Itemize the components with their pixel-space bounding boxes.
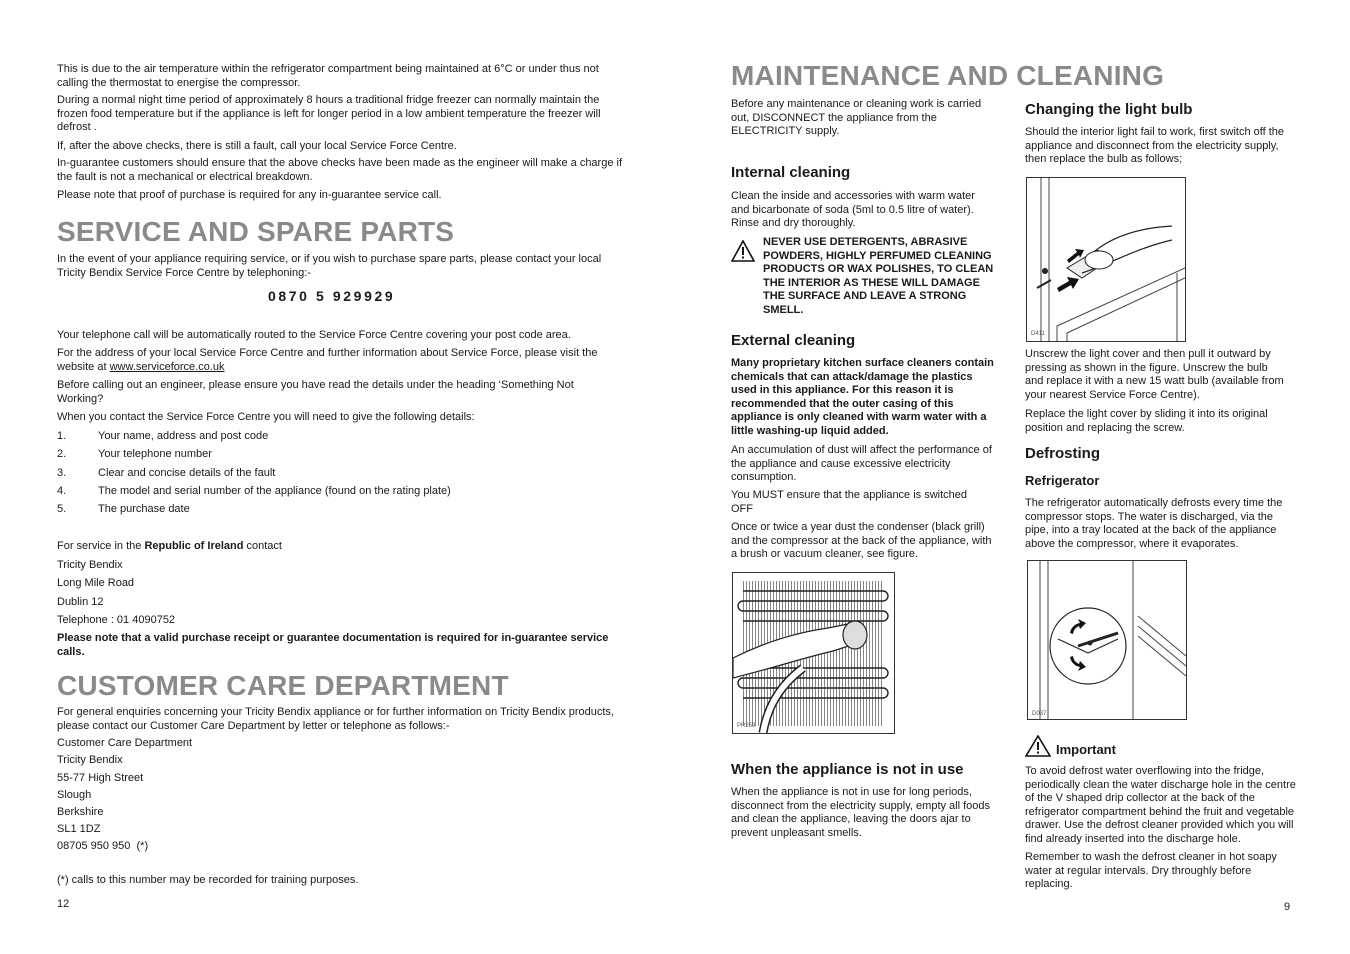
intro-paragraph: If, after the above checks, there is still a fault, call your local Service Force Centre. [57, 140, 457, 152]
service-intro: In the event of your appliance requiring service, or if you wish to purchase spare parts, please contact your local Tricity Bendix Service Force Centre by telephoning:- [57, 253, 602, 279]
care-address-line: Tricity Bendix [57, 754, 123, 766]
important-text: To avoid defrost water overflowing into the fridge, periodically clean the water discharge hole in the centre of the V shaped drip collector at the back of the refrigerator compartment behind the fruit and vegetable drawer. Use the defrost cleaner provided which you will find already inserted into the discharge hole. [1025, 765, 1296, 845]
care-address-line: Slough [57, 789, 92, 801]
light-bulb-illustration [1027, 178, 1185, 341]
intro-paragraph: In-guarantee customers should ensure that the above checks have been made as the engineer will make a charge if the fault is not a mechanical or electrical breakdown. [57, 157, 623, 183]
care-address-line: Berkshire [57, 806, 104, 818]
website-link[interactable]: www.serviceforce.co.uk [109, 360, 225, 373]
page-number: 9 [1284, 901, 1291, 913]
service-heading: SERVICE AND SPARE PARTS [57, 216, 455, 247]
figure-code: D037 [1032, 711, 1047, 717]
care-address-line: 55-77 High Street [57, 772, 144, 784]
defrosting-heading: Defrosting [1025, 445, 1100, 462]
intro-paragraph: Please note that proof of purchase is required for any in-guarantee service call. [57, 189, 442, 201]
light-bulb-figure [1026, 177, 1186, 342]
internal-cleaning-text: Clean the inside and accessories with warm water and bicarbonate of soda (5ml to 0.5 litre of water). Rinse and dry thoroughly. [731, 190, 975, 230]
maintenance-heading: MAINTENANCE AND CLEANING [731, 60, 1165, 91]
before-paragraph: Before any maintenance or cleaning work is carried out, DISCONNECT the appliance from the ELECTRICITY supply. [731, 98, 982, 138]
condenser-paragraph: Once or twice a year dust the condenser (black grill) and the compressor at the back of the appliance, with a brush or vacuum cleaner, see figure. [731, 521, 992, 561]
figure-code: PR259 [737, 723, 756, 729]
dust-paragraph: An accumulation of dust will affect the performance of the appliance and cause excessive electricity consumption. [731, 444, 992, 484]
roi-address-line: Telephone : 01 4090752 [57, 614, 176, 626]
address-paragraph: For the address of your local Service Force Centre and further information about Service Force, please visit the website at www.serviceforce.co.uk [57, 347, 598, 373]
internal-cleaning-heading: Internal cleaning [731, 164, 851, 181]
care-address-line: SL1 1DZ [57, 823, 101, 835]
care-phone: 08705 950 950 (*) [57, 840, 149, 852]
roi-note: Please note that a valid purchase receipt or guarantee documentation is required for in-guarantee service calls. [57, 632, 609, 658]
important-warning-icon [1025, 735, 1051, 757]
when-contact-paragraph: When you contact the Service Force Centre you will need to give the following details: [57, 411, 475, 423]
unscrew-paragraph: Unscrew the light cover and then pull it outward by pressing as shown in the figure. Unscrew the bulb and replace it with a new 15 watt bulb (available from your nearest Service Force Centre). [1025, 348, 1284, 401]
defrost-figure [1027, 560, 1187, 720]
important-heading: Important [1056, 742, 1116, 757]
defrost-illustration [1028, 561, 1186, 719]
roi-address-line: Tricity Bendix [57, 559, 123, 571]
switch-off-paragraph: You MUST ensure that the appliance is switched OFF [731, 489, 968, 515]
replace-paragraph: Replace the light cover by sliding it into its original position and replacing the screw. [1025, 408, 1268, 434]
care-footnote: (*) calls to this number may be recorded for training purposes. [57, 874, 359, 886]
customer-care-heading: CUSTOMER CARE DEPARTMENT [57, 670, 509, 701]
page-number: 12 [57, 898, 70, 910]
intro-paragraph: During a normal night time period of approximately 8 hours a traditional fridge freezer can normally maintain the frozen food temperature but if the appliance is left for longer period in a low ambient temperature the freezer will defrost . [57, 94, 601, 134]
roi-address-line: Dublin 12 [57, 596, 104, 608]
condenser-figure [732, 572, 895, 734]
light-bulb-text: Should the interior light fail to work, first switch off the appliance and disconnect from the electricity supply, then replace the bulb as follows; [1025, 126, 1285, 166]
roi-paragraph: For service in the Republic of Ireland contact [57, 540, 282, 552]
refrigerator-subheading: Refrigerator [1025, 473, 1100, 488]
light-bulb-heading: Changing the light bulb [1025, 101, 1193, 118]
intro-paragraph: This is due to the air temperature within the refrigerator compartment being maintained at 6°C or under thus not calling the thermostat to energise the compressor. [57, 63, 599, 89]
service-phone-number: 0870 5 929929 [268, 288, 396, 304]
condenser-illustration [733, 573, 894, 733]
refrigerator-text: The refrigerator automatically defrosts every time the compressor stops. The water is discharged, via the pipe, into a tray located at the back of the appliance above the compressor, where it evaporates. [1025, 497, 1283, 550]
external-cleaning-warning: Many proprietary kitchen surface cleaners contain chemicals that can attack/damage the plastics used in this appliance. For this reason it is recommended that the outer casing of this appliance is only cleaned with warm water with a little washing-up liquid added. [731, 357, 994, 437]
external-cleaning-heading: External cleaning [731, 332, 856, 349]
warning-text: NEVER USE DETERGENTS, ABRASIVE POWDERS, HIGHLY PERFUMED CLEANING PRODUCTS OR WAX POLISHES, TO CLEAN THE INTERIOR AS THESE WILL DAMAGE THE SURFACE AND LEAVE A STRONG SMELL. [763, 236, 994, 316]
before-calling-paragraph: Before calling out an engineer, please ensure you have read the details under the heading ‘Something Not Working? [57, 379, 574, 405]
care-intro: For general enquiries concerning your Tricity Bendix appliance or for further information on Tricity Bendix products, please contact our Customer Care Department by letter or telephone as follows:- [57, 706, 614, 732]
not-in-use-heading: When the appliance is not in use [731, 761, 964, 778]
warning-triangle-icon [731, 240, 755, 262]
roi-address-line: Long Mile Road [57, 577, 135, 589]
not-in-use-text: When the appliance is not in use for long periods, disconnect from the electricity supply, empty all foods and clean the appliance, leaving the doors ajar to prevent unpleasant smells. [731, 786, 991, 839]
remember-paragraph: Remember to wash the defrost cleaner in hot soapy water at regular intervals. Dry throughly before replacing. [1025, 851, 1277, 891]
care-address-line: Customer Care Department [57, 737, 193, 749]
routed-paragraph: Your telephone call will be automatically routed to the Service Force Centre covering your post code area. [57, 329, 571, 341]
figure-code: D411 [1031, 331, 1045, 337]
